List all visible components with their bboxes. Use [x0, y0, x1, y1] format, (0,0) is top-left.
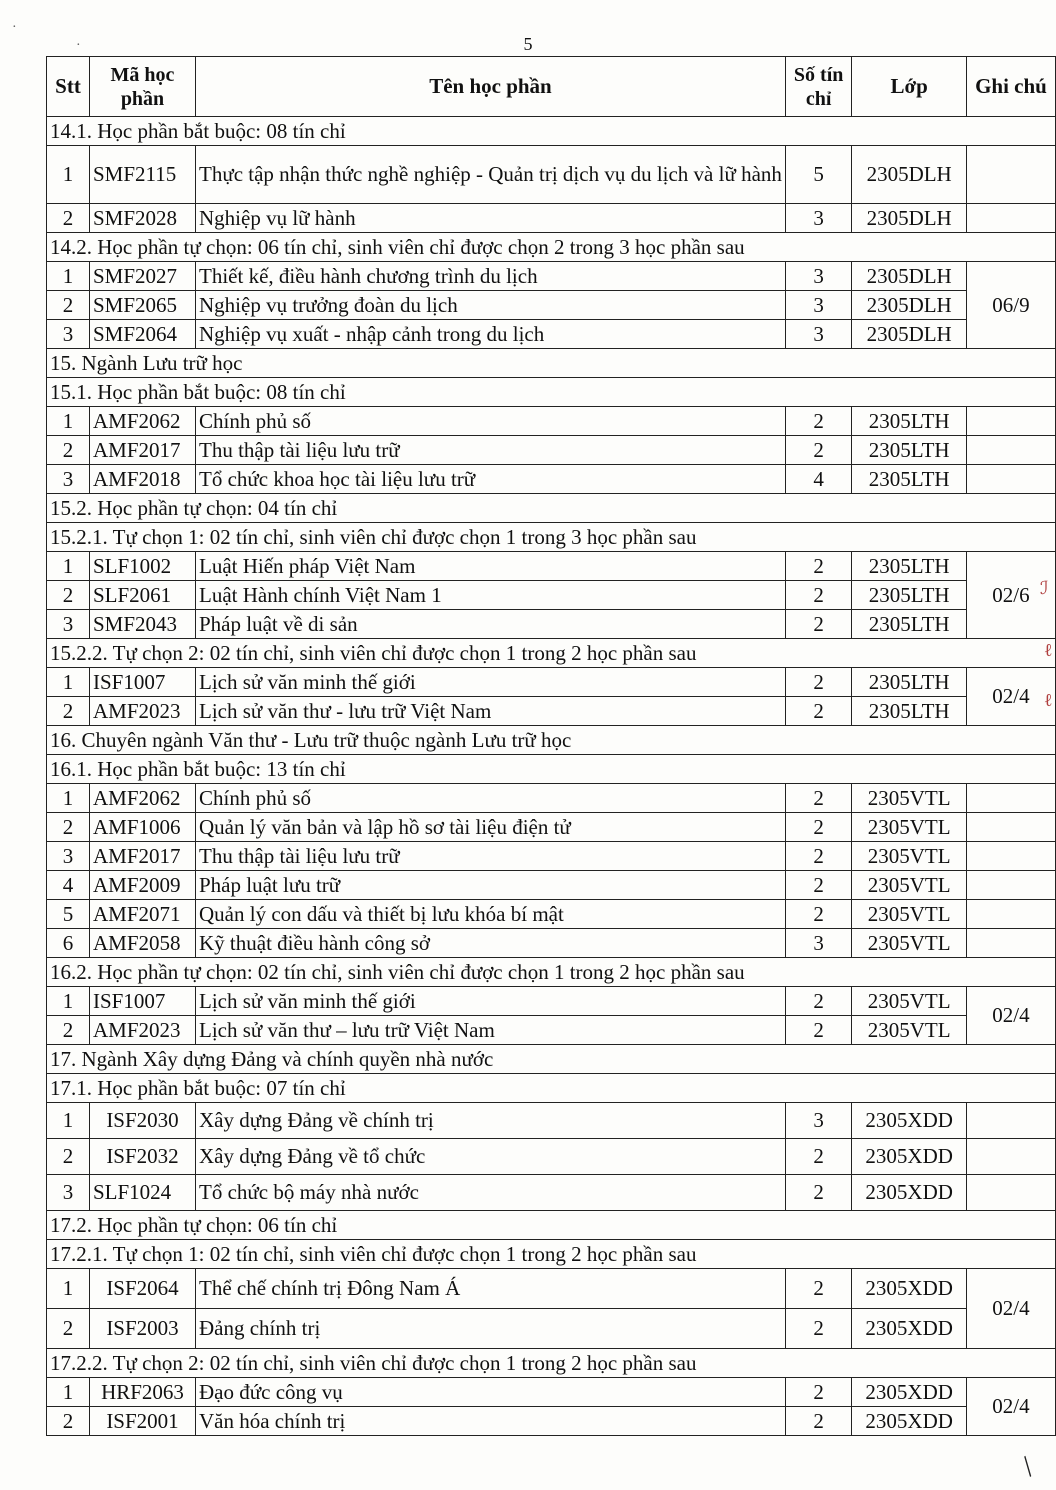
- stt-cell: 2: [47, 697, 90, 726]
- class-cell: 2305XDD: [852, 1175, 967, 1211]
- section-row: [47, 958, 1056, 987]
- course-code-cell: ISF2001: [90, 1407, 196, 1436]
- note-cell: [966, 146, 1055, 204]
- class-cell: 2305LTH: [852, 581, 967, 610]
- course-row: [47, 436, 1056, 465]
- class-cell: 2305XDD: [852, 1269, 967, 1309]
- credits-cell: 2: [785, 1269, 851, 1309]
- stt-cell: 4: [47, 871, 90, 900]
- page-number: 5: [523, 34, 533, 54]
- course-code-cell: ISF2030: [90, 1103, 196, 1139]
- note-cell: [966, 929, 1055, 958]
- section-title: 15.2.2. Tự chọn 2: 02 tín chỉ, sinh viên chỉ được chọn 1 trong 2 học phần sau: [47, 639, 1056, 668]
- course-name-cell: Pháp luật về di sản: [196, 610, 786, 639]
- course-name-cell: Lịch sử văn thư – lưu trữ Việt Nam: [196, 1016, 786, 1045]
- note-cell: 02/4: [966, 1378, 1055, 1436]
- course-code-cell: AMF2023: [90, 1016, 196, 1045]
- section-title: 15. Ngành Lưu trữ học: [47, 349, 1056, 378]
- section-row: [47, 117, 1056, 146]
- class-cell: 2305XDD: [852, 1378, 967, 1407]
- course-code-cell: ISF1007: [90, 668, 196, 697]
- section-row: [47, 1240, 1056, 1269]
- stt-cell: 1: [47, 1378, 90, 1407]
- course-row: [47, 291, 1056, 320]
- course-row: [47, 320, 1056, 349]
- course-name-cell: Thiết kế, điều hành chương trình du lịch: [196, 262, 786, 291]
- note-cell: [966, 842, 1055, 871]
- class-cell: 2305DLH: [852, 320, 967, 349]
- stt-cell: 2: [47, 1407, 90, 1436]
- credits-cell: 2: [785, 813, 851, 842]
- stt-cell: 3: [47, 465, 90, 494]
- course-row: [47, 1269, 1056, 1309]
- course-code-cell: ISF2032: [90, 1139, 196, 1175]
- note-cell: [966, 813, 1055, 842]
- course-row: [47, 1139, 1056, 1175]
- class-cell: 2305LTH: [852, 407, 967, 436]
- course-row: [47, 668, 1056, 697]
- section-title: 16. Chuyên ngành Văn thư - Lưu trữ thuộc ngành Lưu trữ học: [47, 726, 1056, 755]
- credits-cell: 3: [785, 929, 851, 958]
- course-name-cell: Thu thập tài liệu lưu trữ: [196, 436, 786, 465]
- stt-cell: 1: [47, 262, 90, 291]
- course-name-cell: Nghiệp vụ xuất - nhập cảnh trong du lịch: [196, 320, 786, 349]
- section-row: [47, 494, 1056, 523]
- course-row: [47, 871, 1056, 900]
- course-name-cell: Đạo đức công vụ: [196, 1378, 786, 1407]
- course-name-cell: Lịch sử văn minh thế giới: [196, 668, 786, 697]
- credits-cell: 2: [785, 436, 851, 465]
- class-cell: 2305DLH: [852, 146, 967, 204]
- course-name-cell: Đảng chính trị: [196, 1309, 786, 1349]
- course-code-cell: AMF2009: [90, 871, 196, 900]
- section-title: 16.2. Học phần tự chọn: 02 tín chỉ, sinh viên chỉ được chọn 1 trong 2 học phần sau: [47, 958, 1056, 987]
- stt-cell: 1: [47, 668, 90, 697]
- section-row: [47, 1045, 1056, 1074]
- stt-cell: 3: [47, 610, 90, 639]
- course-code-cell: SLF1002: [90, 552, 196, 581]
- course-row: [47, 929, 1056, 958]
- course-code-cell: SMF2115: [90, 146, 196, 204]
- credits-cell: 2: [785, 1139, 851, 1175]
- credits-cell: 2: [785, 900, 851, 929]
- course-code-cell: SMF2027: [90, 262, 196, 291]
- stt-cell: 3: [47, 842, 90, 871]
- credits-cell: 3: [785, 262, 851, 291]
- course-code-cell: SLF1024: [90, 1175, 196, 1211]
- course-row: [47, 262, 1056, 291]
- stt-cell: 2: [47, 581, 90, 610]
- stt-cell: 2: [47, 1309, 90, 1349]
- stt-cell: 2: [47, 436, 90, 465]
- credits-cell: 2: [785, 581, 851, 610]
- header-stt: Stt: [47, 57, 90, 117]
- credits-cell: 2: [785, 871, 851, 900]
- course-code-cell: AMF2023: [90, 697, 196, 726]
- course-code-cell: HRF2063: [90, 1378, 196, 1407]
- table-body: [47, 117, 1056, 1436]
- course-code-cell: SMF2028: [90, 204, 196, 233]
- section-title: 15.2.1. Tự chọn 1: 02 tín chỉ, sinh viên chỉ được chọn 1 trong 3 học phần sau: [47, 523, 1056, 552]
- section-row: [47, 233, 1056, 262]
- note-cell: 02/4: [966, 668, 1055, 726]
- course-code-cell: AMF2071: [90, 900, 196, 929]
- note-cell: [966, 900, 1055, 929]
- note-cell: 02/4: [966, 987, 1055, 1045]
- course-row: [47, 204, 1056, 233]
- section-row: [47, 726, 1056, 755]
- stt-cell: 3: [47, 1175, 90, 1211]
- section-row: [47, 1349, 1056, 1378]
- course-name-cell: Nghiệp vụ lữ hành: [196, 204, 786, 233]
- stt-cell: 2: [47, 813, 90, 842]
- course-name-cell: Xây dựng Đảng về chính trị: [196, 1103, 786, 1139]
- class-cell: 2305VTL: [852, 900, 967, 929]
- class-cell: 2305LTH: [852, 465, 967, 494]
- class-cell: 2305VTL: [852, 784, 967, 813]
- note-cell: [966, 871, 1055, 900]
- section-row: [47, 349, 1056, 378]
- course-row: [47, 697, 1056, 726]
- stt-cell: 2: [47, 1139, 90, 1175]
- credits-cell: 3: [785, 204, 851, 233]
- course-code-cell: ISF1007: [90, 987, 196, 1016]
- course-name-cell: Thu thập tài liệu lưu trữ: [196, 842, 786, 871]
- section-title: 14.1. Học phần bắt buộc: 08 tín chỉ: [47, 117, 1056, 146]
- course-row: [47, 1378, 1056, 1407]
- credits-cell: 2: [785, 697, 851, 726]
- course-row: [47, 552, 1056, 581]
- course-row: [47, 610, 1056, 639]
- section-row: [47, 523, 1056, 552]
- header-credits: Số tín chỉ: [785, 57, 851, 117]
- class-cell: 2305DLH: [852, 204, 967, 233]
- course-row: [47, 1175, 1056, 1211]
- course-code-cell: AMF2018: [90, 465, 196, 494]
- scan-speck: ·: [12, 20, 17, 35]
- section-title: 15.1. Học phần bắt buộc: 08 tín chỉ: [47, 378, 1056, 407]
- credits-cell: 2: [785, 407, 851, 436]
- course-row: [47, 842, 1056, 871]
- section-row: [47, 378, 1056, 407]
- class-cell: 2305VTL: [852, 1016, 967, 1045]
- course-name-cell: Văn hóa chính trị: [196, 1407, 786, 1436]
- section-title: 17.2. Học phần tự chọn: 06 tín chỉ: [47, 1211, 1056, 1240]
- credits-cell: 4: [785, 465, 851, 494]
- course-table: [46, 56, 1056, 1436]
- credits-cell: 2: [785, 987, 851, 1016]
- course-code-cell: ISF2064: [90, 1269, 196, 1309]
- class-cell: 2305VTL: [852, 987, 967, 1016]
- note-cell: [966, 1139, 1055, 1175]
- credits-cell: 2: [785, 552, 851, 581]
- course-code-cell: SLF2061: [90, 581, 196, 610]
- stt-cell: 5: [47, 900, 90, 929]
- stt-cell: 2: [47, 291, 90, 320]
- section-row: [47, 1074, 1056, 1103]
- credits-cell: 2: [785, 784, 851, 813]
- stt-cell: 6: [47, 929, 90, 958]
- credits-cell: 2: [785, 1309, 851, 1349]
- class-cell: 2305XDD: [852, 1407, 967, 1436]
- course-name-cell: Quản lý con dấu và thiết bị lưu khóa bí mật: [196, 900, 786, 929]
- section-row: [47, 1211, 1056, 1240]
- note-cell: [966, 436, 1055, 465]
- course-code-cell: AMF2062: [90, 784, 196, 813]
- course-row: [47, 581, 1056, 610]
- course-row: [47, 1407, 1056, 1436]
- course-name-cell: Lịch sử văn thư - lưu trữ Việt Nam: [196, 697, 786, 726]
- section-row: [47, 755, 1056, 784]
- note-cell: [966, 1175, 1055, 1211]
- section-title: 16.1. Học phần bắt buộc: 13 tín chỉ: [47, 755, 1056, 784]
- course-row: [47, 1309, 1056, 1349]
- course-name-cell: Chính phủ số: [196, 407, 786, 436]
- course-name-cell: Quản lý văn bản và lập hồ sơ tài liệu điện tử: [196, 813, 786, 842]
- credits-cell: 5: [785, 146, 851, 204]
- note-cell: [966, 407, 1055, 436]
- course-code-cell: ISF2003: [90, 1309, 196, 1349]
- credits-cell: 2: [785, 668, 851, 697]
- course-code-cell: AMF1006: [90, 813, 196, 842]
- course-code-cell: AMF2017: [90, 436, 196, 465]
- stt-cell: 1: [47, 987, 90, 1016]
- course-name-cell: Luật Hành chính Việt Nam 1: [196, 581, 786, 610]
- class-cell: 2305VTL: [852, 842, 967, 871]
- course-code-cell: SMF2065: [90, 291, 196, 320]
- class-cell: 2305LTH: [852, 436, 967, 465]
- course-name-cell: Xây dựng Đảng về tổ chức: [196, 1139, 786, 1175]
- stt-cell: 1: [47, 146, 90, 204]
- credits-cell: 3: [785, 291, 851, 320]
- class-cell: 2305VTL: [852, 929, 967, 958]
- course-name-cell: Thể chế chính trị Đông Nam Á: [196, 1269, 786, 1309]
- header-note: Ghi chú: [966, 57, 1055, 117]
- course-row: [47, 1103, 1056, 1139]
- section-row: [47, 639, 1056, 668]
- credits-cell: 3: [785, 320, 851, 349]
- scan-speck: ·: [76, 38, 81, 53]
- course-code-cell: AMF2017: [90, 842, 196, 871]
- class-cell: 2305LTH: [852, 697, 967, 726]
- note-cell: [966, 784, 1055, 813]
- note-cell: 02/4: [966, 1269, 1055, 1349]
- course-name-cell: Luật Hiến pháp Việt Nam: [196, 552, 786, 581]
- course-row: [47, 407, 1056, 436]
- course-code-cell: SMF2043: [90, 610, 196, 639]
- course-name-cell: Nghiệp vụ trưởng đoàn du lịch: [196, 291, 786, 320]
- class-cell: 2305XDD: [852, 1139, 967, 1175]
- course-name-cell: Thực tập nhận thức nghề nghiệp - Quản trị dịch vụ du lịch và lữ hành: [196, 146, 786, 204]
- header-class: Lớp: [852, 57, 967, 117]
- note-cell: 06/9: [966, 262, 1055, 349]
- course-row: [47, 1016, 1056, 1045]
- header-course-name: Tên học phần: [196, 57, 786, 117]
- stt-cell: 2: [47, 1016, 90, 1045]
- class-cell: 2305XDD: [852, 1103, 967, 1139]
- credits-cell: 3: [785, 1103, 851, 1139]
- course-row: [47, 465, 1056, 494]
- section-title: 17. Ngành Xây dựng Đảng và chính quyền nhà nước: [47, 1045, 1056, 1074]
- note-cell: 02/6: [966, 552, 1055, 639]
- course-row: [47, 900, 1056, 929]
- class-cell: 2305DLH: [852, 262, 967, 291]
- credits-cell: 2: [785, 1378, 851, 1407]
- note-cell: [966, 465, 1055, 494]
- course-name-cell: Lịch sử văn minh thế giới: [196, 987, 786, 1016]
- corner-mark: /: [1014, 1450, 1041, 1483]
- class-cell: 2305LTH: [852, 610, 967, 639]
- margin-mark: ℓ: [1044, 690, 1053, 710]
- class-cell: 2305VTL: [852, 871, 967, 900]
- class-cell: 2305LTH: [852, 668, 967, 697]
- stt-cell: 1: [47, 552, 90, 581]
- credits-cell: 2: [785, 842, 851, 871]
- stt-cell: 1: [47, 1103, 90, 1139]
- credits-cell: 2: [785, 610, 851, 639]
- section-title: 17.2.2. Tự chọn 2: 02 tín chỉ, sinh viên chỉ được chọn 1 trong 2 học phần sau: [47, 1349, 1056, 1378]
- table-header-row: [47, 57, 1056, 117]
- margin-mark: ℓ: [1044, 640, 1053, 660]
- stt-cell: 1: [47, 1269, 90, 1309]
- section-title: 15.2. Học phần tự chọn: 04 tín chỉ: [47, 494, 1056, 523]
- course-code-cell: AMF2062: [90, 407, 196, 436]
- class-cell: 2305XDD: [852, 1309, 967, 1349]
- note-cell: [966, 204, 1055, 233]
- course-code-cell: AMF2058: [90, 929, 196, 958]
- section-title: 17.2.1. Tự chọn 1: 02 tín chỉ, sinh viên chỉ được chọn 1 trong 2 học phần sau: [47, 1240, 1056, 1269]
- class-cell: 2305DLH: [852, 291, 967, 320]
- header-course-code: Mã học phần: [90, 57, 196, 117]
- credits-cell: 2: [785, 1175, 851, 1211]
- credits-cell: 2: [785, 1016, 851, 1045]
- course-code-cell: SMF2064: [90, 320, 196, 349]
- stt-cell: 1: [47, 407, 90, 436]
- course-row: [47, 813, 1056, 842]
- stt-cell: 3: [47, 320, 90, 349]
- course-name-cell: Pháp luật lưu trữ: [196, 871, 786, 900]
- section-title: 17.1. Học phần bắt buộc: 07 tín chỉ: [47, 1074, 1056, 1103]
- stt-cell: 1: [47, 784, 90, 813]
- section-title: 14.2. Học phần tự chọn: 06 tín chỉ, sinh viên chỉ được chọn 2 trong 3 học phần sau: [47, 233, 1056, 262]
- course-name-cell: Chính phủ số: [196, 784, 786, 813]
- class-cell: 2305LTH: [852, 552, 967, 581]
- course-row: [47, 987, 1056, 1016]
- course-name-cell: Kỹ thuật điều hành công sở: [196, 929, 786, 958]
- course-name-cell: Tổ chức bộ máy nhà nước: [196, 1175, 786, 1211]
- course-name-cell: Tổ chức khoa học tài liệu lưu trữ: [196, 465, 786, 494]
- stt-cell: 2: [47, 204, 90, 233]
- course-row: [47, 784, 1056, 813]
- class-cell: 2305VTL: [852, 813, 967, 842]
- course-row: [47, 146, 1056, 204]
- credits-cell: 2: [785, 1407, 851, 1436]
- note-cell: [966, 1103, 1055, 1139]
- margin-mark: ℐ: [1040, 578, 1049, 598]
